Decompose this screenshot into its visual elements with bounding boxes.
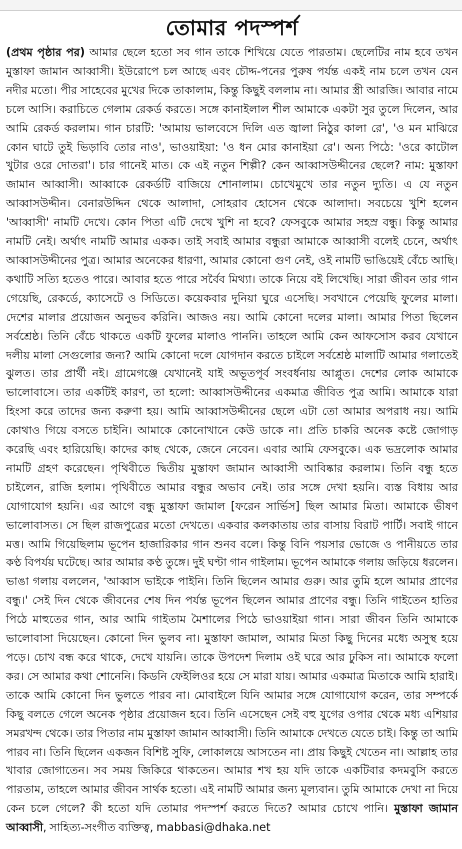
clipping-top-edge bbox=[0, 0, 462, 11]
article-paragraph bbox=[6, 44, 458, 838]
article-body bbox=[6, 44, 458, 838]
article-text: আমার ছেলে হতো সব গান তাকে শিখিয়ে যেতে পারতাম। ছেলেটির নাম হবে তখন মুস্তাফা জামান আব্বাসী। ইউরোপে চল আছে এবং চৌদ্দ-পনের পুরুষ পর্যন্ত একই নাম চলে তখন যেন নদীর মতো। পীর সাহেবের মুখের দিকে তাকালাম, কিন্তু কিছুই বললাম না। আমার স্ত্রী আরজি। আবার নামে চলে আসি। করাচিতে গেলাম রেকর্ড করতে। সঙ্গে কানাইলাল শীল আমাকে একটা সুর তুলে দিলেন, আর আমি রেকর্ড করলাম। গান চারটি: 'আমায় ভালবেসে দিলি এত জ্বালা নিঠুর কালা রে', 'ও মন মাঝিরে কোন ঘাটে তুই ভিড়াবি তোর নাও', ভাওয়াইয়া: 'ও ধন মোর কানাইয়া রে'। অন্য পিঠে: 'ওরে কাটোল খুটার ওরে দোতরা'। চার গানেই মাত। কে এই নতুন শিল্পী? কেন আব্বাসউদ্দীনের ছেলে? নাম: মুস্তাফা জামান আব্বাসী। আব্বাকে রেকর্ডটি বাজিয়ে শোনালাম। চোখেমুখে তার নতুন দ্যুতি। এ যে নতুন আব্বাসউদ্দীন। বেনারউদ্দিন থেকে আলাদা, সোহরাব হোসেন থেকে আলাদা। সবচেয়ে খুশি হলেন 'আব্বাসী' নামটি দেখে। কোন পিতা এটি দেখে খুশি না হবে? ফেসবুকে আমার সহস্র বন্ধু। কিন্তু আমার নামটি নেই। অর্থাৎ নামটি আমার একক। তাই সবাই আমার বন্ধুরা আমাকে আব্বাসী বলেই চেনে, অর্থাৎ আব্বাসউদ্দীনের পুত্র। আমার অনেকের ধারণা, আমার কোনো গুণ নেই, ওই নামটি ভাঙিয়েই বেঁচে আছি। কথাটি সত্যি হতেও পারে। আবার হতে পারে সর্বৈব মিথ্যা। তাকে নিয়ে বই লিখেছি। সারা জীবন তার গান গেয়েছি, রেকর্ডে, ক্যাসেটে ও সিডিতে। কয়েকবার দুনিয়া ঘুরে এসেছি। সবখানে পেয়েছি ফুলের মালা। দেশের মালার প্রয়োজন অনুভব করিনি। আজও নয়। আমি কোনো দলের মালা। আমার পিতা ছিলেন সর্বশ্রেষ্ঠ। তিনি বেঁচে থাকতে একটি ফুলের মালাও পাননি। তাহলে আমি কেন আফসোস করব যেখানে দলীয় মালা সেগুলোর জন্য? আমি কোনো দলে যোগদান করতে চাইলে সর্বশ্রেষ্ঠ মালাটি আমার গলাতেই ঝুলত। তার প্রার্থী নই। গ্রামেগঞ্জে যেখানেই যাই অভূতপূর্ব সংবর্ধনায় আপ্লুত। দেশের লোক আমাকে ভালোবাসে। তার একটিই কারণ, তা হলো: আব্বাসউদ্দীনের একমাত্র জীবিত পুত্র আমি। আমাকে যারা হিংসা করে তাদের জন্য করুণা হয়। আমি আব্বাসউদ্দীনের ছেলে এটা তো আমার অপরাধ নয়। আমি কোথাও গিয়ে বসতে চাইনি। আমাকে কোনোখানে কেউ ডাকে না। প্রতি চাকরি অনেক কষ্টে জোগাড় করেছি এবং হারিয়েছি। কাদের কাছ থেকে, জেনে নেবেন। এবার আমি ফেসবুকে। এক ভদ্রলোক আমার নামটি গ্রহণ করেছেন। পৃথিবীতে দ্বিতীয় মুস্তাফা জামান আব্বাসী আবিষ্কার করলাম। তিনি বন্ধু হতে চাইলেন, রাজি হলাম। পৃথিবীতে আমার বন্ধুর অভাব নেই। তার সঙ্গে দেখা হয়নি। ব্যস্ত বিধায় আর যোগাযোগ হয়নি। এর আগে বন্ধু মুস্তাফা জামাল [ফরেন সার্ভিস] ছিল আমার মিতা। আমাকে ভীষণ ভালোবাসত। সে ছিল রাজপুত্রের মতো দেখতে। একবার কলকাতায় তার বাসায় বিরাট পার্টি। সবাই গানে মত্ত। আমি গিয়েছিলাম ভূপেন হাজারিকার গান শুনব বলে। কিন্তু বিনি পয়সার ভোজে ও পানীয়তে তার কণ্ঠ বিপর্যয় ঘটেছে। আর আমার কণ্ঠ তুঙ্গে। দুই ঘণ্টা গান গাইলাম। ভূপেন আমাকে গলায় জড়িয়ে ধরলেন। ভাঙা গলায় বললেন, 'আব্বাস ভাইকে পাইনি। তিনি ছিলেন আমার গুরু। আর তুমি হলে আমার প্রাণের বন্ধু।' সেই দিন থেকে জীবনের শেষ দিন পর্যন্ত ভূপেন ছিলেন আমার প্রাণের বন্ধু। তিনি গাইতেন হাতির পিঠে মাহুতের গান, আর আমি গাইতাম মৈশালের পিঠে ভাওয়াইয়া গান। সারা জীবন তিনি আমাকে ভালোবাসা দিয়েছেন। কোনো দিন ভুলব না। মুস্তাফা জামাল, আমার মিতা কিছু দিনের মধ্যে অসুস্থ হয়ে পড়ে। চোখ বন্ধ করে থাকে, দেখে যায়নি। তাকে উপদেশ দিলাম ওই ঘরে আর ঢুকিস না। আমাকে ফলো কর। সে আমার কথা শোনেনি। কিডনি ফেইলিওর হয়ে সে মারা যায়। আমার একমাত্র মিতাকে আমি হারাই। তাকে আমি কোনো দিন ভুলতে পারব না। মোবাইলে যিনি আমার সঙ্গে যোগাযোগ করেন, তার সম্পর্কে কিছু বলতে গেলে অনেক পৃষ্ঠার প্রয়োজন হবে। তিনি এসেছেন সেই বহু যুগের ওপার থেকে মধ্য এশিয়ার সমরখন্দ থেকে। তার পিতার নাম মুস্তাফা জামান আব্বাসী। তিনি আমাকে দেখতে যেতে চাই। কিন্তু তা আমি পারব না। তিনি ছিলেন একজন বিশিষ্ট সুফি, লোকালয়ে আসতেন না। প্রায় কিছুই খেতেন না। আল্লাহ তার খাবার জোগাতেন। সব সময় জিকিরে থাকতেন। আমার শখ হয় যদি তাকে একটিবার কদমবুসি করতে পারতাম, তাহলে আমার জীবন সার্থক হতো। এই নামটি আমার জন্য মূল্যবান। তুমি আমাকে দেখা না দিয়ে কেন চলে গেলে? কী হতো যদি তোমার পদস্পর্শ করতে দিতে? আমার চোখে পানি। bbox=[6, 46, 459, 816]
article-title: তোমার পদস্পর্শ bbox=[165, 15, 299, 40]
author-byline: মুস্তাফা জামান আব্বাসী bbox=[6, 802, 458, 835]
author-email: mabbasi@dhaka.net bbox=[156, 821, 271, 835]
author-description: , সাহিত্য-সংগীত ব্যক্তিত্ব, bbox=[43, 821, 157, 835]
continuation-marker: (প্রথম পৃষ্ঠার পর) bbox=[6, 46, 85, 59]
